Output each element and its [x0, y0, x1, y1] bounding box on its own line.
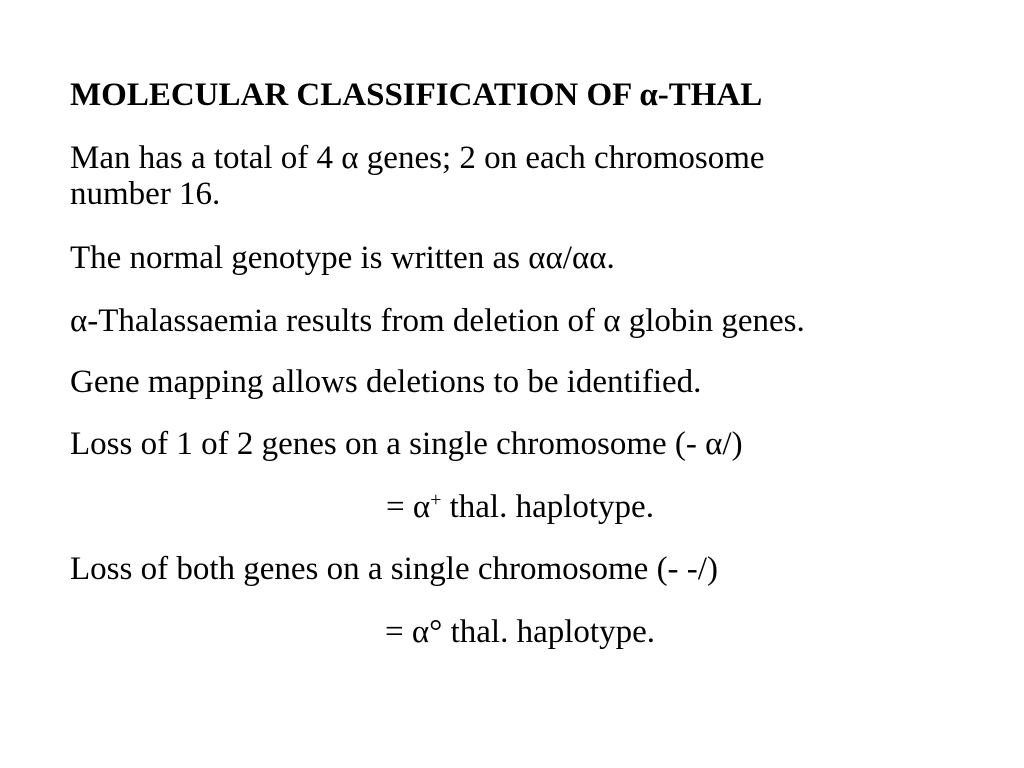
text-line-normal-genotype: The normal genotype is written as αα/αα. [70, 240, 615, 276]
text-line-alpha-zero-haplotype: = α° thal. haplotype. [385, 614, 655, 650]
alpha-plus-superscript: + [430, 489, 442, 512]
alpha-plus-suffix: thal. haplotype. [441, 489, 654, 525]
alpha-plus-prefix: = α [386, 489, 431, 525]
text-line-alpha-plus-haplotype [0, 489, 1024, 529]
slide-title: MOLECULAR CLASSIFICATION OF α-THAL [70, 77, 763, 113]
text-line-loss-one-gene: Loss of 1 of 2 genes on a single chromosome (- α/) [70, 426, 743, 462]
text-line-genes-count: Man has a total of 4 α genes; 2 on each chromosome [70, 140, 765, 176]
text-line-gene-mapping: Gene mapping allows deletions to be identified. [70, 364, 702, 400]
text-line-loss-both-genes: Loss of both genes on a single chromosome (- -/) [70, 551, 718, 587]
text-line-thalassaemia-cause: α-Thalassaemia results from deletion of α globin genes. [70, 303, 805, 339]
text-line-genes-count-cont: number 16. [70, 176, 221, 212]
